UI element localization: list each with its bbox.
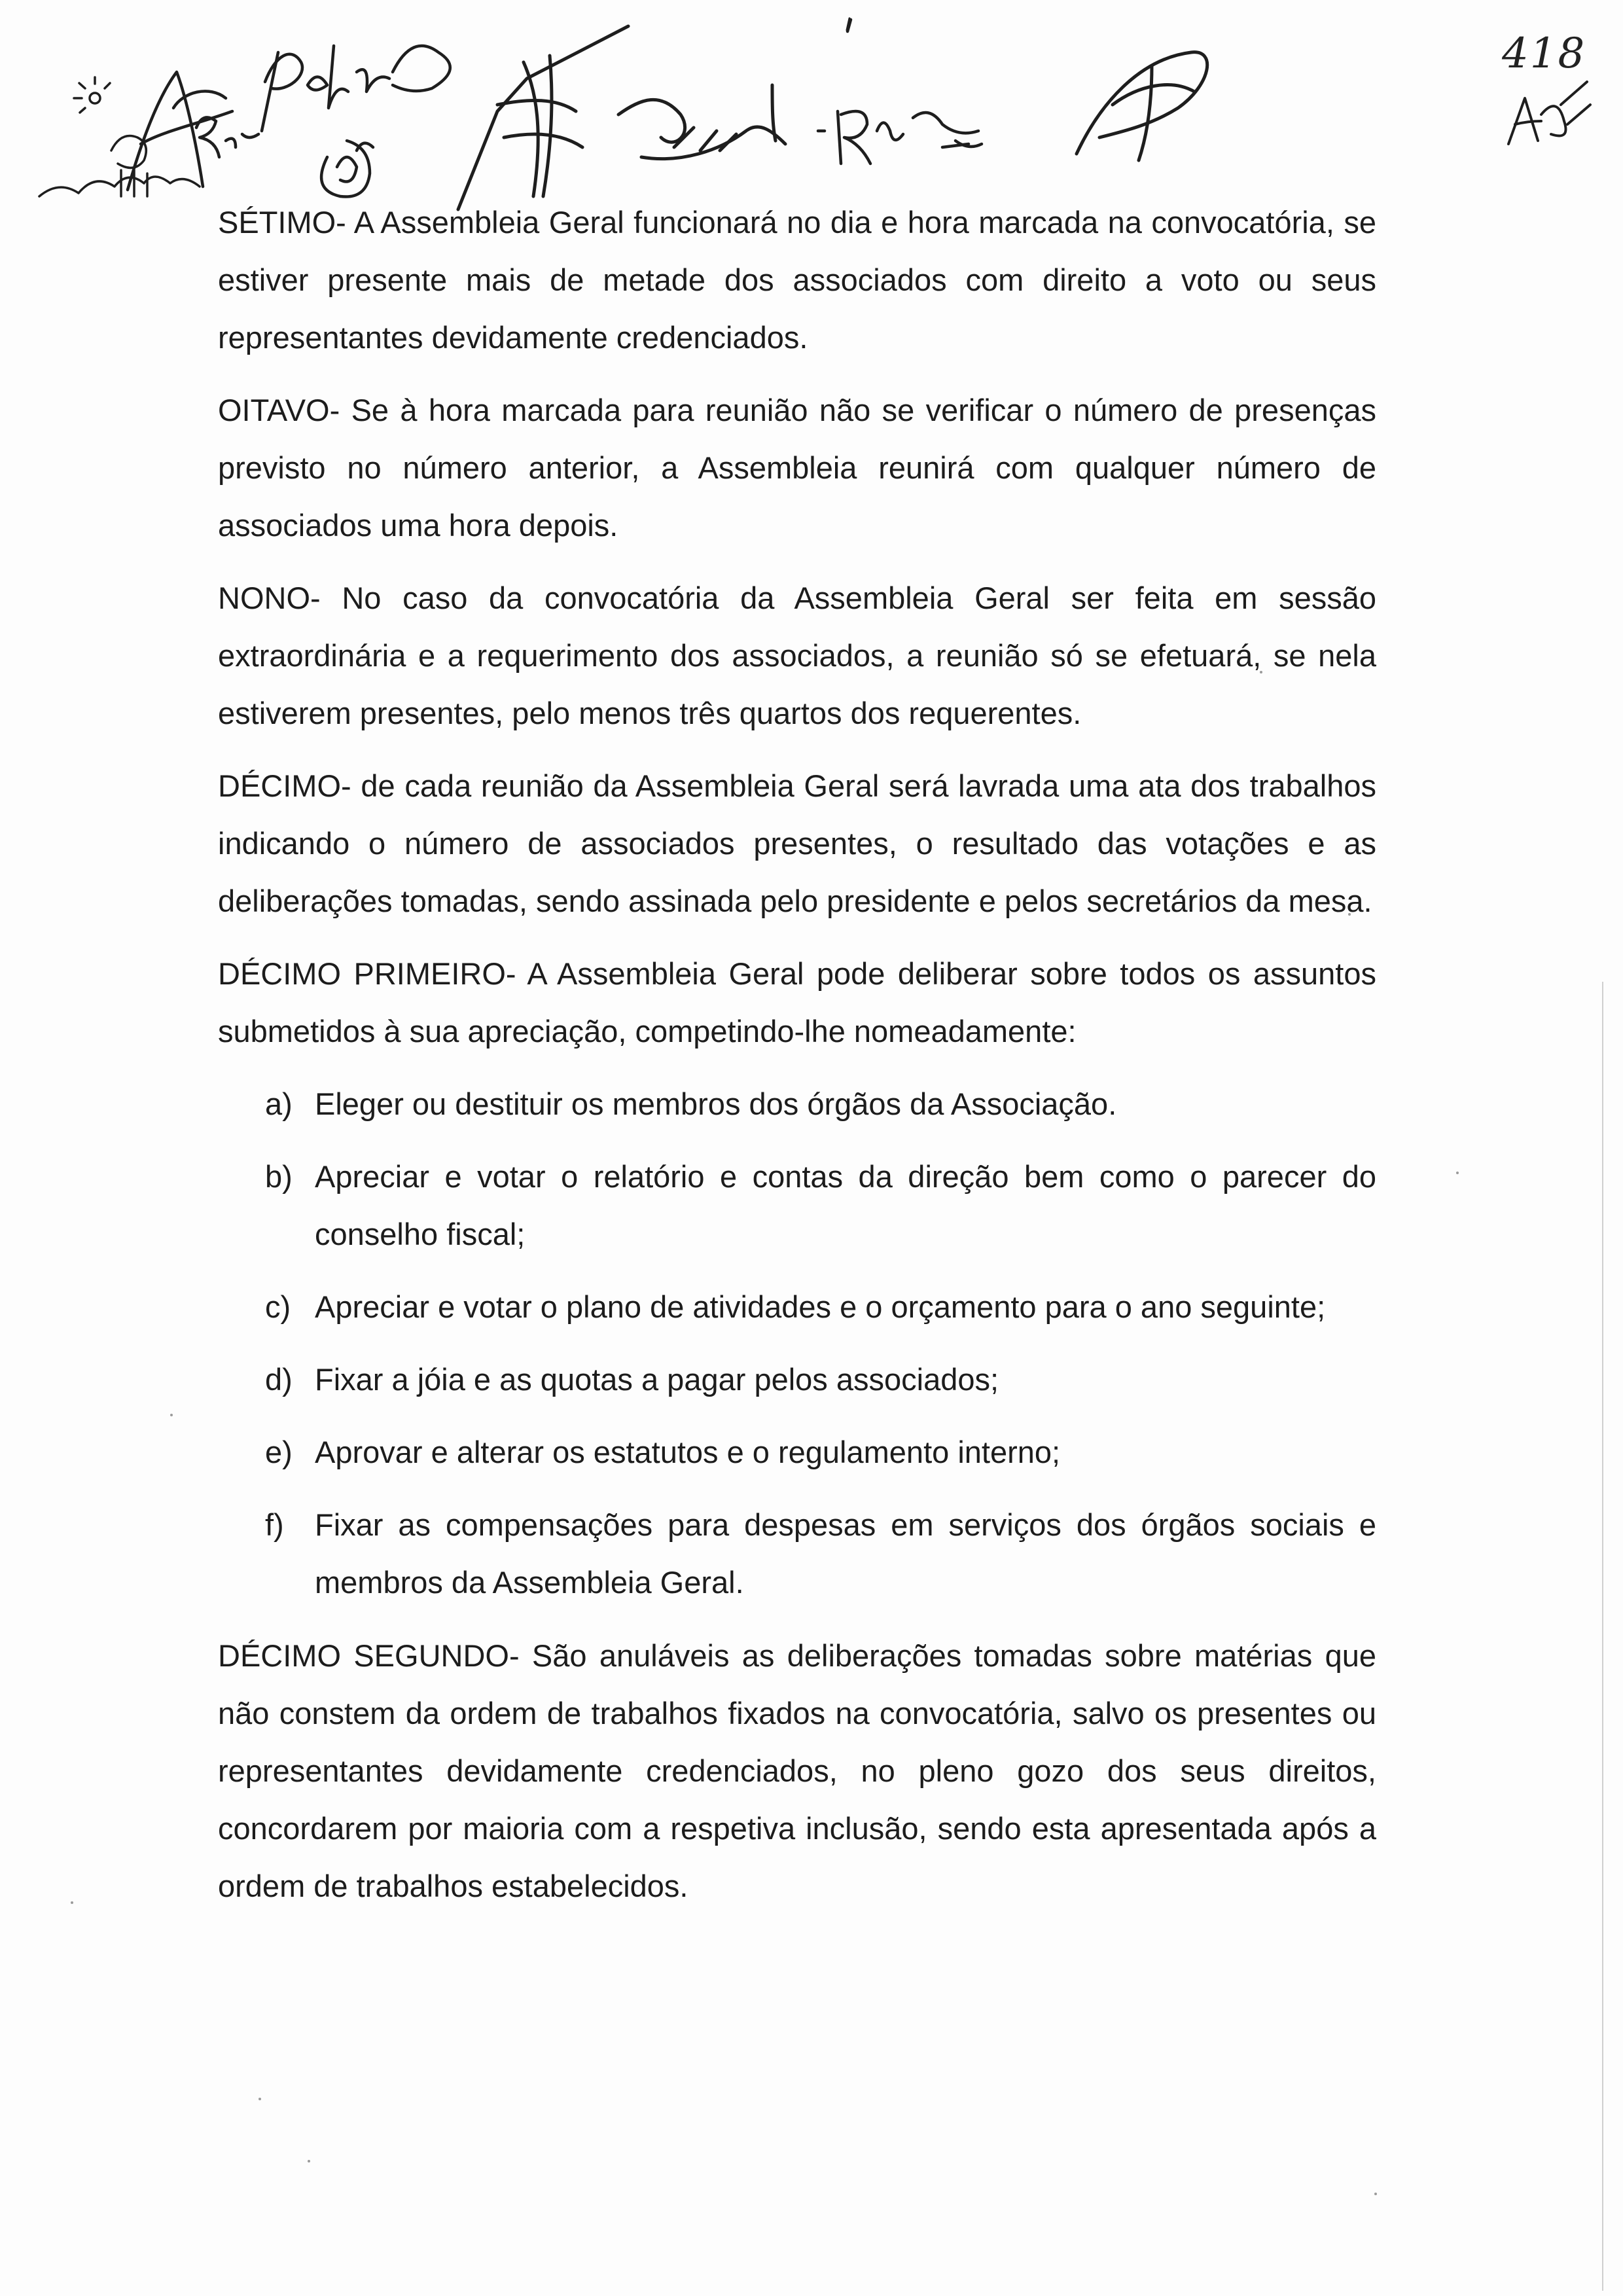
list-item xyxy=(218,1075,1376,1133)
signature-2 xyxy=(196,46,450,157)
document-body xyxy=(218,194,1376,1930)
list-marker: d) xyxy=(265,1362,293,1397)
scan-speck xyxy=(1456,1172,1459,1174)
scan-speck xyxy=(71,1901,73,1904)
signature-7 xyxy=(1077,52,1207,160)
list-item xyxy=(218,1351,1376,1408)
list-marker: a) xyxy=(265,1086,293,1121)
handwritten-signatures xyxy=(0,0,1623,216)
scan-speck xyxy=(308,2160,310,2162)
paragraph-decimo: DÉCIMO- de cada reunião da Assembleia Geral será lavrada uma ata dos trabalhos indicando o número de associados presentes, o resultado das votações e as deliberações tomadas, sendo assinada pelo presidente e pelos secretários da mesa. xyxy=(218,768,1376,918)
signature-5 xyxy=(618,85,785,159)
signature-4 xyxy=(458,26,628,209)
paragraph-setimo: SÉTIMO- A Assembleia Geral funcionará no dia e hora marcada na convocatória, se estiver presente mais de metade dos associados com direito a voto ou seus representantes devidamente credenciados. xyxy=(218,205,1376,355)
scan-speck xyxy=(170,1414,173,1416)
list-item xyxy=(218,1496,1376,1611)
page-number: 418 xyxy=(1502,29,1586,78)
signature-3 xyxy=(321,141,373,197)
scan-edge-line xyxy=(1602,982,1603,2291)
scan-speck xyxy=(259,2098,261,2100)
paragraph-decimo-primeiro: DÉCIMO PRIMEIRO- A Assembleia Geral pode deliberar sobre todos os assuntos submetidos à sua apreciação, competindo-lhe nomeadamente: xyxy=(218,956,1376,1049)
paragraph-nono: NONO- No caso da convocatória da Assembleia Geral ser feita em sessão extraordinária e a requerimento dos associados, a reunião só se efetuará, se nela estiverem presentes, pelo menos três quartos dos requerentes. xyxy=(218,581,1376,730)
scan-speck xyxy=(1374,2193,1377,2195)
competencies-list xyxy=(218,1075,1376,1611)
list-item xyxy=(218,1278,1376,1336)
list-item-text: Apreciar e votar o relatório e contas da direção bem como o parecer do conselho fiscal; xyxy=(315,1159,1376,1251)
list-item xyxy=(218,1148,1376,1263)
list-item-text: Eleger ou destituir os membros dos órgãos da Associação. xyxy=(315,1086,1117,1121)
list-marker: b) xyxy=(265,1159,293,1194)
list-marker: f) xyxy=(265,1507,284,1542)
list-item-text: Fixar a jóia e as quotas a pagar pelos associados; xyxy=(315,1362,999,1397)
paragraph-oitavo: OITAVO- Se à hora marcada para reunião não se verificar o número de presenças previsto no número anterior, a Assembleia reunirá com qualquer número de associados uma hora depois. xyxy=(218,393,1376,543)
signature-6 xyxy=(818,20,982,164)
list-marker: c) xyxy=(265,1289,291,1324)
paragraph-decimo-segundo: DÉCIMO SEGUNDO- São anuláveis as deliberações tomadas sobre matérias que não constem da ordem de trabalhos fixados na convocatória, salvo os presentes ou representantes devidamente credenciados, no pleno gozo dos seus direitos, concordarem por maioria com a respetiva inclusão, sendo esta apresentada após a ordem de trabalhos estabelecidos. xyxy=(218,1638,1376,1903)
list-item-text: Fixar as compensações para despesas em serviços dos órgãos sociais e membros da Assembleia Geral. xyxy=(315,1507,1376,1600)
signature-8 xyxy=(1508,82,1590,144)
list-marker: e) xyxy=(265,1435,293,1469)
list-item-text: Apreciar e votar o plano de atividades e o orçamento para o ano seguinte; xyxy=(315,1289,1326,1324)
signature-sketch-left xyxy=(39,77,200,196)
signature-1 xyxy=(128,72,232,190)
list-item-text: Aprovar e alterar os estatutos e o regulamento interno; xyxy=(315,1435,1061,1469)
list-item xyxy=(218,1424,1376,1481)
